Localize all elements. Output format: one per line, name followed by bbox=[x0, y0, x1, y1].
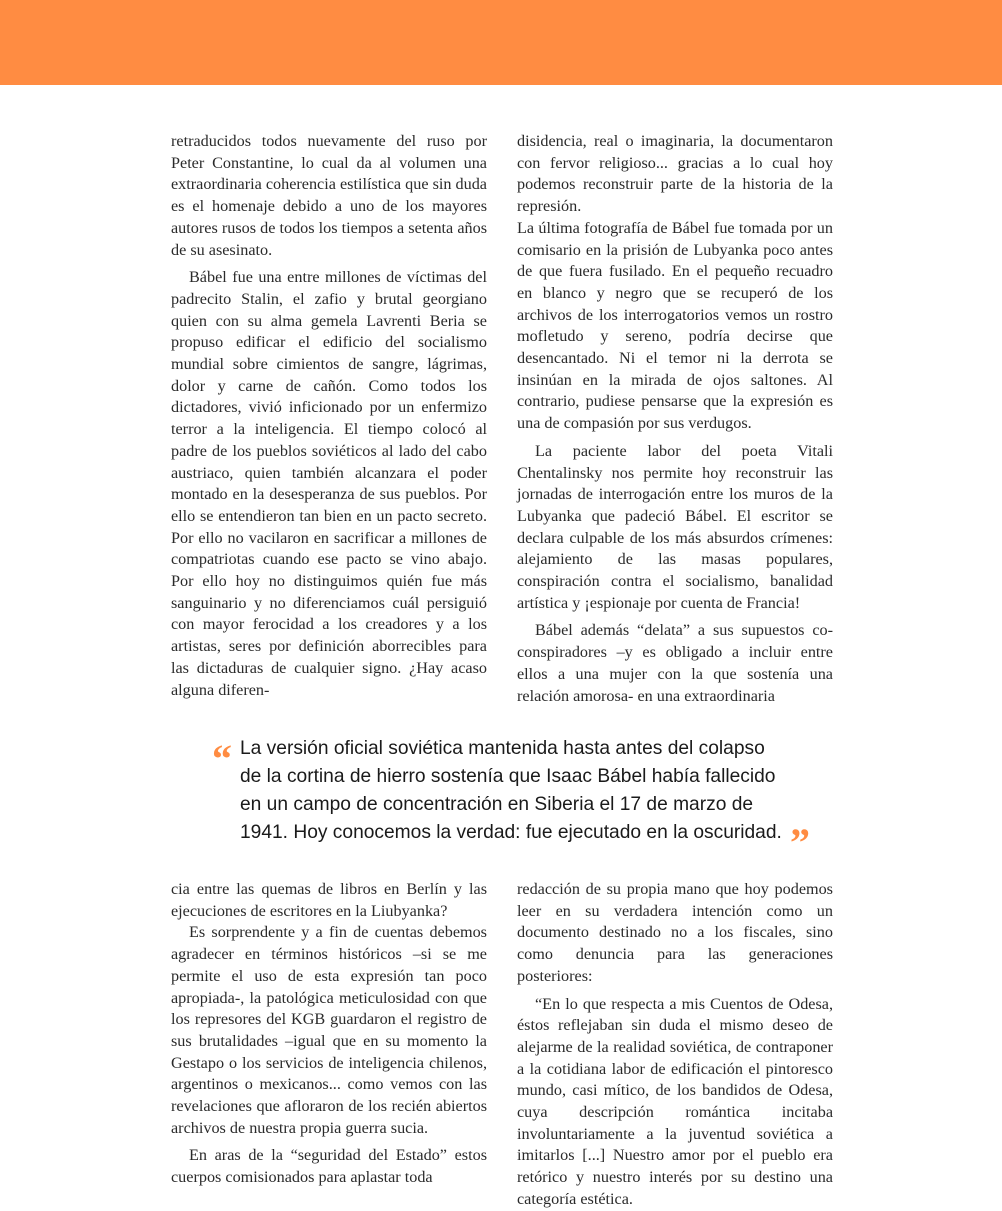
paragraph: Bábel fue una entre millones de víctimas del padrecito Stalin, el zafio y brutal georgiano quien con su alma gemela Lavrenti Beria se propuso edificar el edificio del socialismo mundial sobre cimientos de sangre, lágrimas, dolor y carne de cañón. Como todos los dictadores, vivió inficionado por un enfermizo terror a la inteligencia. El tiempo colocó al padre de los pueblos soviéticos al lado del cabo austriaco, quien también alcanzara el poder montado en la desesperanza de sus pueblos. Por ello se entendieron tan bien en un pacto secreto. Por ello no vacilaron en sacrificar a millones de compatriotas cuando ese pacto se vino abajo. Por ello hoy no distinguimos quién fue más sanguinario y no diferenciamos cuál persiguió con mayor ferocidad a los creadores y a los artistas, seres por definición aborrecibles para las dictaduras de cualquier signo. ¿Hay acaso alguna diferen- bbox=[171, 268, 487, 699]
pull-quote-line: 1941. Hoy conocemos la verdad: fue ejecutado en la oscuridad. bbox=[240, 822, 782, 843]
pull-quote-line: en un campo de concentración en Siberia el 17 de marzo de bbox=[240, 794, 754, 815]
paragraph: La paciente labor del poeta Vitali Chentalinsky nos permite hoy reconstruir las jornadas de interrogación entre los muros de la Lubyanka que padeció Bábel. El escritor se declara culpable de los más absurdos crímenes: alejamiento de las masas populares, conspiración contra el socialismo, banalidad artística y ¡espionaje por cuenta de Francia! bbox=[517, 441, 833, 612]
pull-quote-line: de la cortina de hierro sostenía que Isaac Bábel había fallecido bbox=[240, 766, 776, 787]
pull-quote bbox=[212, 735, 832, 865]
paragraph: disidencia, real o imaginaria, la documentaron con fervor religioso... gracias a lo cual hoy podemos reconstruir parte de la historia de la represión. bbox=[517, 132, 833, 216]
paragraph: redacción de su propia mano que hoy podemos leer en su verdadera intención como un documento destinado no a los fiscales, sino como denuncia para las generaciones posteriores: bbox=[517, 880, 833, 985]
column-right-bottom bbox=[517, 879, 833, 1208]
column-left-bottom bbox=[171, 879, 487, 1195]
open-quote-mark: “ bbox=[212, 736, 232, 781]
paragraph: retraducidos todos nuevamente del ruso por Peter Constantine, lo cual da al volumen una extraordinaria coherencia estilística que sin duda es el homenaje debido a uno de los mayores autores rusos de todos los tiempos a setenta años de su asesinato. bbox=[171, 132, 487, 259]
pull-quote-line: La versión oficial soviética mantenida hasta antes del colapso bbox=[240, 738, 765, 759]
paragraph: cia entre las quemas de libros en Berlín y las ejecuciones de escritores en la Liubyanka? bbox=[171, 880, 487, 920]
paragraph: En aras de la “seguridad del Estado” estos cuerpos comisionados para aplastar toda bbox=[171, 1146, 487, 1187]
paragraph: La última fotografía de Bábel fue tomada por un comisario en la prisión de Lubyanka poco antes de que fuera fusilado. En el pequeño recuadro en blanco y negro que se recuperó de los archivos de los interrogatorios vemos un rostro mofletudo y sereno, podría decirse que desencantado. Ni el temor ni la derrota se insinúan en la mirada de ojos saltones. Al contrario, pudiese pensarse que la expresión es una de compasión por sus verdugos. bbox=[517, 218, 833, 433]
paragraph: “En lo que respecta a mis Cuentos de Odesa, éstos reflejaban sin duda el mismo deseo de alejarme de la realidad soviética, de contraponer a la cotidiana labor de edificación el pintoresco mundo, casi mítico, de los bandidos de Odesa, cuya descripción romántica incitaba involuntariamente a la juventud soviética a imitarlos [...] Nuestro amor por el pueblo era retórico y nuestro interés por su destino una categoría estética. bbox=[517, 994, 833, 1208]
column-right-top bbox=[517, 131, 833, 716]
close-quote-mark: ” bbox=[790, 820, 810, 865]
paragraph: Es sorprendente y a fin de cuentas debemos agradecer en términos históricos –si se me permite el uso de esta expresión tan poco apropiada-, la patológica meticulosidad con que los represores del KGB guardaron el registro de sus brutalidades –igual que en su momento la Gestapo o los servicios de inteligencia chilenos, argentinos o mexicanos... como vemos con las revelaciones que afloraron de los recién abiertos archivos de nuestra propia guerra sucia. bbox=[171, 923, 487, 1137]
paragraph: Bábel además “delata” a sus supuestos co-conspiradores –y es obligado a incluir entre ellos a una mujer con la que sostenía una relación amorosa- en una extraordinaria bbox=[517, 621, 833, 705]
column-left-top bbox=[171, 131, 487, 716]
header-accent-bar bbox=[0, 0, 1002, 85]
